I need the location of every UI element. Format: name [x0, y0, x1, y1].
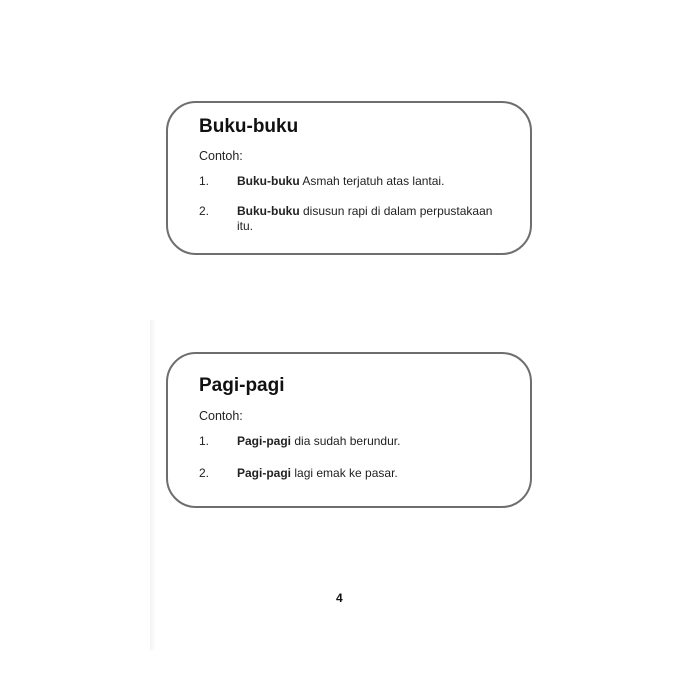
card-pagi-pagi: [166, 352, 532, 508]
example-text: [237, 204, 509, 234]
contoh-label: Contoh:: [199, 409, 243, 423]
contoh-label: Contoh:: [199, 149, 243, 163]
example-rest: lagi emak ke pasar.: [291, 466, 398, 480]
card-buku-buku: [166, 101, 532, 255]
example-keyword: Buku-buku: [237, 174, 300, 188]
example-rest: Asmah terjatuh atas lantai.: [299, 174, 445, 188]
example-keyword: Pagi-pagi: [237, 466, 292, 480]
card-title: Buku-buku: [199, 116, 299, 137]
card-title: Pagi-pagi: [199, 375, 285, 396]
example-number: 1.: [199, 174, 210, 188]
example-number: 1.: [199, 434, 210, 448]
example-text: [237, 466, 509, 481]
example-rest: disusun rapi di dalam perpustakaan itu.: [237, 204, 493, 233]
example-number: 2.: [199, 204, 210, 218]
scan-shadow: [150, 320, 156, 650]
example-rest: dia sudah berundur.: [291, 434, 401, 448]
page-number-text: 4: [336, 591, 343, 605]
example-text: [237, 434, 509, 449]
example-text: [237, 174, 509, 189]
example-keyword: Pagi-pagi: [237, 434, 292, 448]
example-number: 2.: [199, 466, 210, 480]
example-keyword: Buku-buku: [237, 204, 300, 218]
